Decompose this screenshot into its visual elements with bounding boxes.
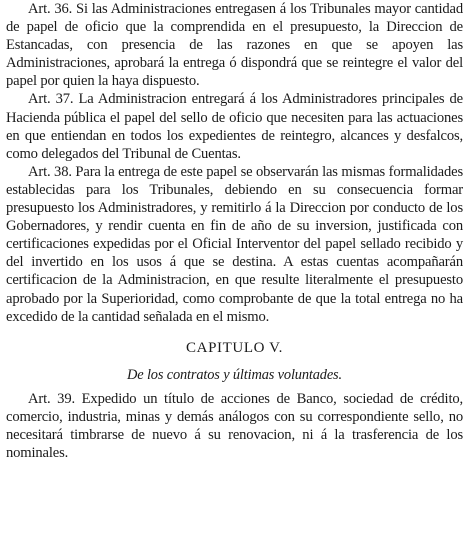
article-37-number: Art. 37.	[28, 91, 74, 108]
chapter-subtitle: De los contratos y últimas voluntades.	[127, 366, 342, 383]
chapter-title: CAPITULO V.	[186, 339, 283, 356]
article-37	[6, 90, 463, 162]
article-37-text: La Administracion entregará á los Administradores principales de Hacienda pública el papel del sello de oficio que necesiten para las actuaciones en que entiendan en todos los expedientes de reintegro, alcances y desfalcos, como delegados del Tribunal de Cuentas.	[6, 91, 464, 162]
article-39-text: Expedido un título de acciones de Banco, sociedad de crédito, comercio, industria, minas y demás análogos con su correspondiente sello, no necesitará timbrarse de nuevo á su renovacion, ni á la trasferencia de los nominales.	[6, 390, 464, 461]
article-38	[6, 163, 463, 326]
article-36-text: Si las Administraciones entregasen á los Tribunales mayor cantidad de papel de oficio que la comprendida en el presupuesto, la Direccion de Estancadas, con presencia de las razones en que se apoyen las Administraciones, aprobará la entrega ó dispondrá que se reintegre el valor del papel por quien la haya dispuesto.	[6, 1, 464, 90]
article-39-number: Art. 39.	[28, 390, 75, 407]
article-38-text: Para la entrega de este papel se observarán las mismas formalidades establecidas para los Tribunales, debiendo en su consecuencia formar presupuesto los Administradores, y remitirlo á la Direccion por conducto de los Gobernadores, y rendir cuenta en fin de año de su inversion, justificada con certificaciones expedidas por el Oficial Interventor del papel sellado recibido y del invertido en los usos á que se destina. A estas cuentas acompañarán certificacion de la Administracion, en que resulte literalmente el presupuesto aprobado por la Superioridad, como comprobante de que la total entrega no ha excedido de la cantidad señalada en el mismo.	[6, 163, 464, 325]
article-38-number: Art. 38.	[28, 163, 72, 180]
article-39	[6, 390, 463, 462]
article-36	[6, 0, 463, 90]
article-36-number: Art. 36.	[28, 1, 73, 17]
